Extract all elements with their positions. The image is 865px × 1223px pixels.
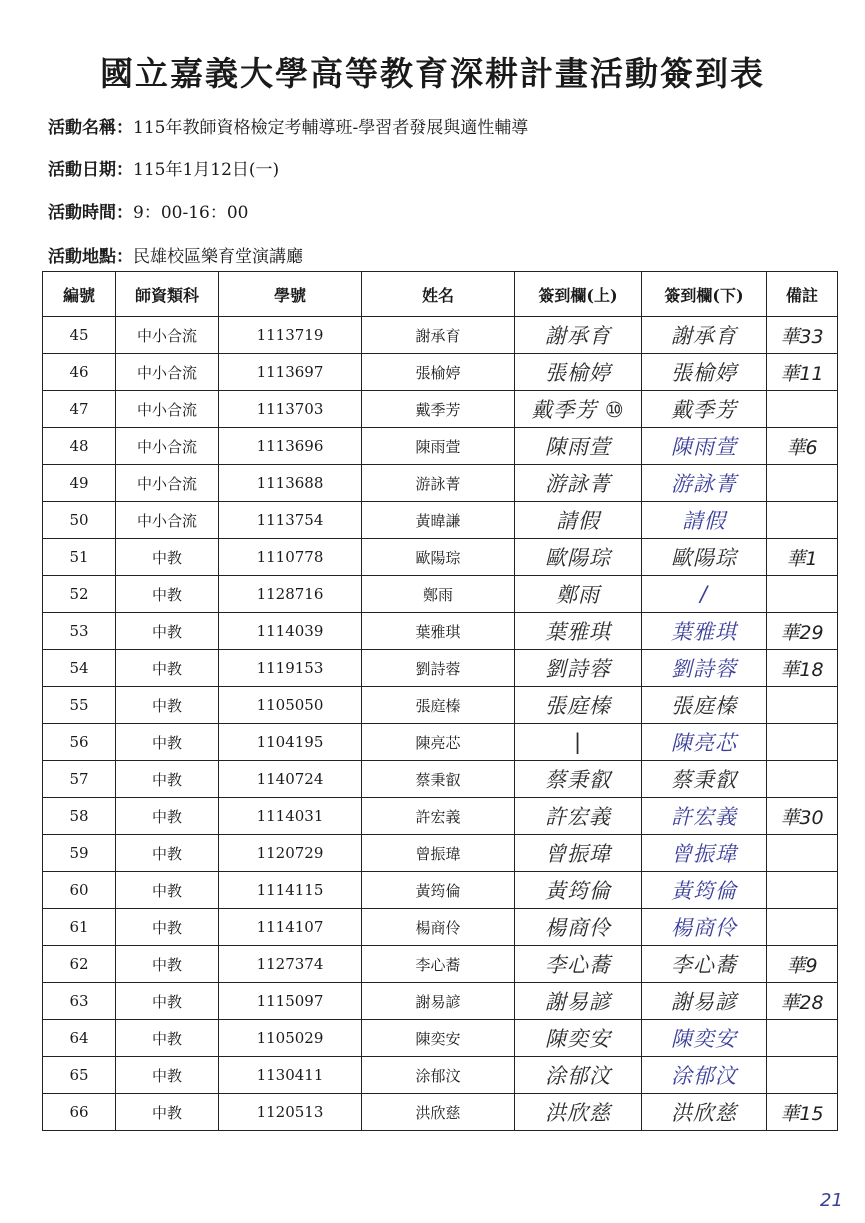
row-category: 中教 bbox=[116, 835, 219, 872]
row-sign-am: 洪欣慈 bbox=[515, 1094, 642, 1131]
row-student-id: 1120729 bbox=[219, 835, 362, 872]
table-row bbox=[43, 983, 838, 1020]
table-row bbox=[43, 391, 838, 428]
row-student-id: 1113754 bbox=[219, 502, 362, 539]
activity-time bbox=[48, 198, 248, 223]
row-student-id: 1128716 bbox=[219, 576, 362, 613]
row-note: 華18 bbox=[767, 650, 838, 687]
row-student-id: 1113696 bbox=[219, 428, 362, 465]
row-name: 歐陽琮 bbox=[362, 539, 515, 576]
row-name: 楊商伶 bbox=[362, 909, 515, 946]
row-sign-pm: 陳雨萱 bbox=[642, 428, 767, 465]
row-student-id: 1114039 bbox=[219, 613, 362, 650]
row-number: 64 bbox=[43, 1020, 116, 1057]
row-student-id: 1114031 bbox=[219, 798, 362, 835]
row-name: 涂郁汶 bbox=[362, 1057, 515, 1094]
row-sign-am: 李心蕎 bbox=[515, 946, 642, 983]
row-number: 45 bbox=[43, 317, 116, 354]
row-sign-pm: 黃筠倫 bbox=[642, 872, 767, 909]
row-name: 曾振瑋 bbox=[362, 835, 515, 872]
row-name: 陳亮芯 bbox=[362, 724, 515, 761]
row-sign-pm: 涂郁汶 bbox=[642, 1057, 767, 1094]
table-row bbox=[43, 1094, 838, 1131]
row-name: 蔡秉叡 bbox=[362, 761, 515, 798]
row-sign-pm: 陳亮芯 bbox=[642, 724, 767, 761]
row-student-id: 1113703 bbox=[219, 391, 362, 428]
row-category: 中教 bbox=[116, 1094, 219, 1131]
table-row bbox=[43, 1057, 838, 1094]
row-student-id: 1130411 bbox=[219, 1057, 362, 1094]
row-sign-pm: 劉詩蓉 bbox=[642, 650, 767, 687]
row-note bbox=[767, 1020, 838, 1057]
table-row bbox=[43, 761, 838, 798]
row-student-id: 1105029 bbox=[219, 1020, 362, 1057]
row-name: 陳奕安 bbox=[362, 1020, 515, 1057]
table-row bbox=[43, 946, 838, 983]
activity-location bbox=[48, 242, 303, 267]
row-number: 53 bbox=[43, 613, 116, 650]
row-number: 55 bbox=[43, 687, 116, 724]
page-number: 21 bbox=[820, 1190, 843, 1211]
row-student-id: 1113697 bbox=[219, 354, 362, 391]
row-sign-pm: 李心蕎 bbox=[642, 946, 767, 983]
table-row bbox=[43, 909, 838, 946]
row-category: 中教 bbox=[116, 983, 219, 1020]
row-number: 54 bbox=[43, 650, 116, 687]
row-note bbox=[767, 465, 838, 502]
row-sign-am: 葉雅琪 bbox=[515, 613, 642, 650]
row-student-id: 1127374 bbox=[219, 946, 362, 983]
row-sign-am: 蔡秉叡 bbox=[515, 761, 642, 798]
row-note: 華1 bbox=[767, 539, 838, 576]
row-sign-pm: 張榆婷 bbox=[642, 354, 767, 391]
row-number: 57 bbox=[43, 761, 116, 798]
row-category: 中教 bbox=[116, 539, 219, 576]
activity-location-value: 民雄校區樂育堂演講廳 bbox=[133, 247, 303, 267]
row-number: 65 bbox=[43, 1057, 116, 1094]
table-row bbox=[43, 650, 838, 687]
row-note bbox=[767, 687, 838, 724]
row-name: 張庭榛 bbox=[362, 687, 515, 724]
row-name: 洪欣慈 bbox=[362, 1094, 515, 1131]
row-sign-pm: 曾振瑋 bbox=[642, 835, 767, 872]
header-student-id: 學號 bbox=[219, 272, 362, 317]
row-number: 48 bbox=[43, 428, 116, 465]
row-name: 黃筠倫 bbox=[362, 872, 515, 909]
row-sign-am: 請假 bbox=[515, 502, 642, 539]
header-sign-pm: 簽到欄(下) bbox=[642, 272, 767, 317]
row-student-id: 1104195 bbox=[219, 724, 362, 761]
row-name: 葉雅琪 bbox=[362, 613, 515, 650]
row-number: 66 bbox=[43, 1094, 116, 1131]
row-category: 中教 bbox=[116, 724, 219, 761]
row-sign-pm: 游詠菁 bbox=[642, 465, 767, 502]
row-note bbox=[767, 872, 838, 909]
row-sign-am: 謝易諺 bbox=[515, 983, 642, 1020]
row-sign-am: 陳雨萱 bbox=[515, 428, 642, 465]
row-category: 中教 bbox=[116, 650, 219, 687]
row-sign-pm: 蔡秉叡 bbox=[642, 761, 767, 798]
row-category: 中教 bbox=[116, 909, 219, 946]
table-body bbox=[43, 317, 838, 1131]
row-note bbox=[767, 909, 838, 946]
row-name: 謝承育 bbox=[362, 317, 515, 354]
row-category: 中教 bbox=[116, 1020, 219, 1057]
header-note: 備註 bbox=[767, 272, 838, 317]
row-sign-am: | bbox=[515, 724, 642, 761]
row-student-id: 1105050 bbox=[219, 687, 362, 724]
row-note: 華11 bbox=[767, 354, 838, 391]
row-sign-am: 黃筠倫 bbox=[515, 872, 642, 909]
row-sign-pm: / bbox=[642, 576, 767, 613]
table-row bbox=[43, 798, 838, 835]
row-sign-pm: 請假 bbox=[642, 502, 767, 539]
row-category: 中教 bbox=[116, 687, 219, 724]
row-name: 謝易諺 bbox=[362, 983, 515, 1020]
row-category: 中小合流 bbox=[116, 428, 219, 465]
activity-date-label: 活動日期： bbox=[48, 160, 133, 180]
activity-name-label: 活動名稱： bbox=[48, 118, 133, 138]
table-row bbox=[43, 502, 838, 539]
row-sign-am: 謝承育 bbox=[515, 317, 642, 354]
activity-date-value: 115年1月12日(一) bbox=[133, 160, 280, 180]
header-number: 編號 bbox=[43, 272, 116, 317]
row-note bbox=[767, 576, 838, 613]
row-number: 56 bbox=[43, 724, 116, 761]
row-note bbox=[767, 835, 838, 872]
row-sign-am: 劉詩蓉 bbox=[515, 650, 642, 687]
row-number: 59 bbox=[43, 835, 116, 872]
row-category: 中教 bbox=[116, 761, 219, 798]
row-student-id: 1120513 bbox=[219, 1094, 362, 1131]
row-note: 華30 bbox=[767, 798, 838, 835]
row-sign-am: 游詠菁 bbox=[515, 465, 642, 502]
row-sign-am: 陳奕安 bbox=[515, 1020, 642, 1057]
row-student-id: 1114115 bbox=[219, 872, 362, 909]
row-number: 60 bbox=[43, 872, 116, 909]
row-note bbox=[767, 1057, 838, 1094]
activity-name bbox=[48, 113, 528, 138]
table-row bbox=[43, 835, 838, 872]
row-number: 50 bbox=[43, 502, 116, 539]
row-sign-pm: 陳奕安 bbox=[642, 1020, 767, 1057]
header-name: 姓名 bbox=[362, 272, 515, 317]
row-note: 華15 bbox=[767, 1094, 838, 1131]
row-name: 黃暐謙 bbox=[362, 502, 515, 539]
row-number: 63 bbox=[43, 983, 116, 1020]
row-note: 華29 bbox=[767, 613, 838, 650]
row-name: 劉詩蓉 bbox=[362, 650, 515, 687]
row-category: 中教 bbox=[116, 613, 219, 650]
table-row bbox=[43, 872, 838, 909]
row-sign-pm: 許宏義 bbox=[642, 798, 767, 835]
row-category: 中小合流 bbox=[116, 502, 219, 539]
row-note bbox=[767, 761, 838, 798]
header-category: 師資類科 bbox=[116, 272, 219, 317]
row-sign-pm: 洪欣慈 bbox=[642, 1094, 767, 1131]
row-name: 鄭雨 bbox=[362, 576, 515, 613]
row-number: 47 bbox=[43, 391, 116, 428]
table-row bbox=[43, 687, 838, 724]
row-note bbox=[767, 724, 838, 761]
page-title: 國立嘉義大學高等教育深耕計畫活動簽到表 bbox=[100, 54, 765, 93]
header-sign-am: 簽到欄(上) bbox=[515, 272, 642, 317]
row-sign-am: 歐陽琮 bbox=[515, 539, 642, 576]
row-category: 中小合流 bbox=[116, 465, 219, 502]
row-note: 華9 bbox=[767, 946, 838, 983]
row-student-id: 1113688 bbox=[219, 465, 362, 502]
row-category: 中小合流 bbox=[116, 354, 219, 391]
table-row bbox=[43, 1020, 838, 1057]
row-name: 張榆婷 bbox=[362, 354, 515, 391]
row-note: 華28 bbox=[767, 983, 838, 1020]
table-row bbox=[43, 724, 838, 761]
table-header-row bbox=[43, 272, 838, 317]
activity-name-value: 115年教師資格檢定考輔導班-學習者發展與適性輔導 bbox=[133, 118, 529, 138]
row-sign-am: 鄭雨 bbox=[515, 576, 642, 613]
row-student-id: 1113719 bbox=[219, 317, 362, 354]
row-note: 華6 bbox=[767, 428, 838, 465]
row-sign-am: 楊商伶 bbox=[515, 909, 642, 946]
row-category: 中小合流 bbox=[116, 317, 219, 354]
table-row bbox=[43, 576, 838, 613]
row-sign-am: 曾振瑋 bbox=[515, 835, 642, 872]
row-number: 51 bbox=[43, 539, 116, 576]
activity-time-label: 活動時間： bbox=[48, 203, 133, 223]
row-sign-pm: 歐陽琮 bbox=[642, 539, 767, 576]
row-sign-pm: 楊商伶 bbox=[642, 909, 767, 946]
sign-in-table bbox=[42, 271, 838, 1131]
table-row bbox=[43, 465, 838, 502]
table-row bbox=[43, 613, 838, 650]
row-category: 中教 bbox=[116, 798, 219, 835]
table-row bbox=[43, 354, 838, 391]
row-category: 中教 bbox=[116, 872, 219, 909]
row-student-id: 1110778 bbox=[219, 539, 362, 576]
row-sign-pm: 戴季芳 bbox=[642, 391, 767, 428]
row-sign-pm: 謝承育 bbox=[642, 317, 767, 354]
row-note bbox=[767, 391, 838, 428]
table-row bbox=[43, 428, 838, 465]
row-sign-am: 張庭榛 bbox=[515, 687, 642, 724]
row-category: 中小合流 bbox=[116, 391, 219, 428]
row-number: 62 bbox=[43, 946, 116, 983]
row-student-id: 1119153 bbox=[219, 650, 362, 687]
row-sign-am: 戴季芳 ⑩ bbox=[515, 391, 642, 428]
activity-date bbox=[48, 155, 279, 180]
row-number: 52 bbox=[43, 576, 116, 613]
row-category: 中教 bbox=[116, 576, 219, 613]
table-row bbox=[43, 539, 838, 576]
table-row bbox=[43, 317, 838, 354]
row-name: 戴季芳 bbox=[362, 391, 515, 428]
row-number: 58 bbox=[43, 798, 116, 835]
row-number: 46 bbox=[43, 354, 116, 391]
row-number: 61 bbox=[43, 909, 116, 946]
row-note bbox=[767, 502, 838, 539]
row-number: 49 bbox=[43, 465, 116, 502]
row-sign-pm: 張庭榛 bbox=[642, 687, 767, 724]
row-student-id: 1140724 bbox=[219, 761, 362, 798]
row-sign-pm: 葉雅琪 bbox=[642, 613, 767, 650]
row-name: 游詠菁 bbox=[362, 465, 515, 502]
row-category: 中教 bbox=[116, 1057, 219, 1094]
row-category: 中教 bbox=[116, 946, 219, 983]
row-student-id: 1115097 bbox=[219, 983, 362, 1020]
activity-location-label: 活動地點： bbox=[48, 247, 133, 267]
row-name: 許宏義 bbox=[362, 798, 515, 835]
row-name: 陳雨萱 bbox=[362, 428, 515, 465]
row-note: 華33 bbox=[767, 317, 838, 354]
row-sign-am: 涂郁汶 bbox=[515, 1057, 642, 1094]
row-student-id: 1114107 bbox=[219, 909, 362, 946]
activity-time-value: 9：00-16：00 bbox=[133, 203, 249, 223]
row-sign-pm: 謝易諺 bbox=[642, 983, 767, 1020]
row-sign-am: 許宏義 bbox=[515, 798, 642, 835]
row-name: 李心蕎 bbox=[362, 946, 515, 983]
row-sign-am: 張榆婷 bbox=[515, 354, 642, 391]
